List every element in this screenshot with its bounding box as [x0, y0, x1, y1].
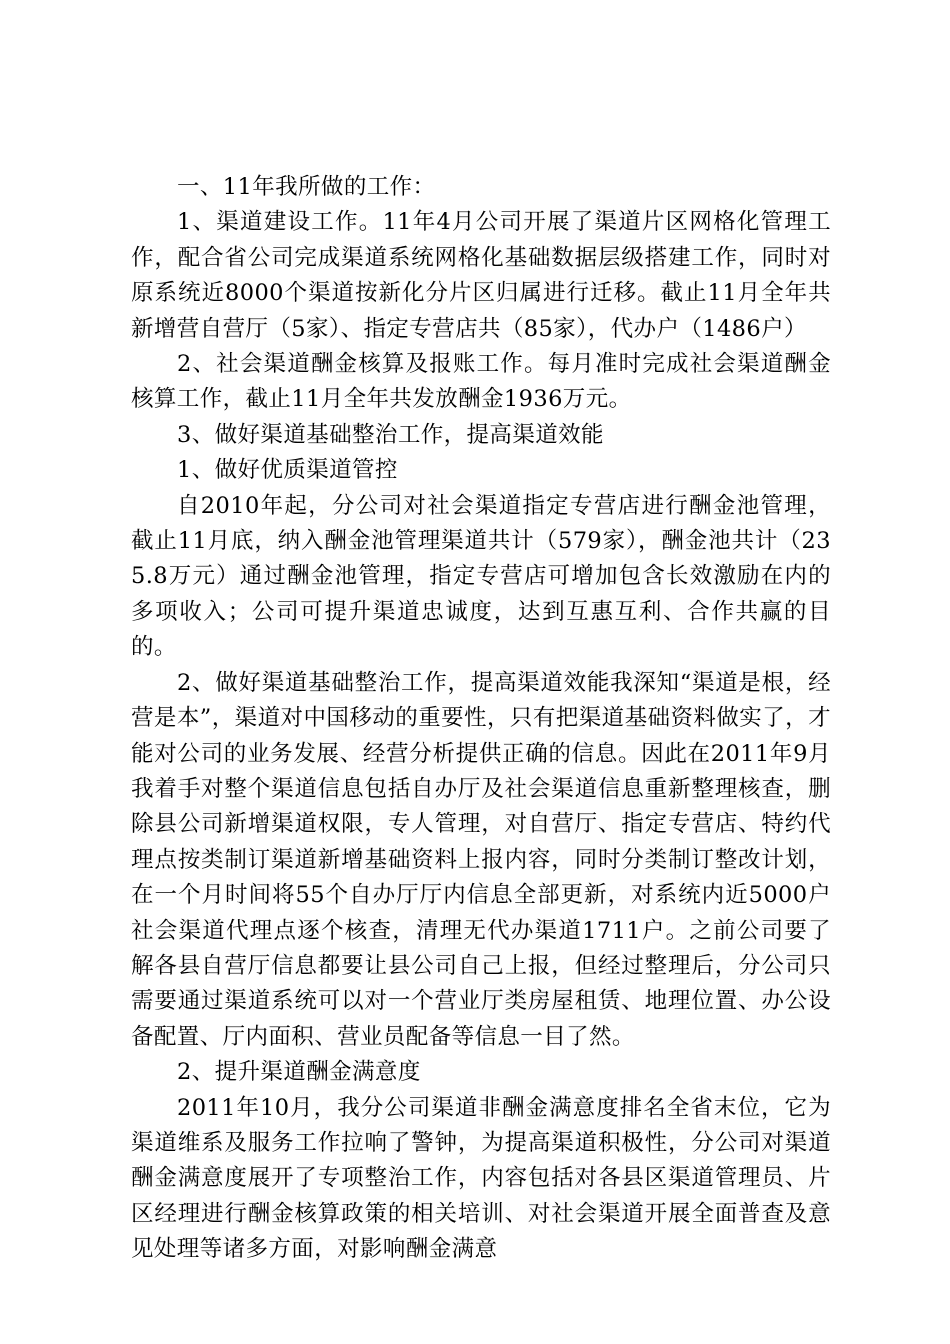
- paragraph-satisfaction-rectification: 2011年10月，我分公司渠道非酬金满意度排名全省末位，它为渠道维系及服务工作拉响了警钟，为提高渠道积极性，分公司对渠道酬金满意度展开了专项整治工作，内容包括对各县区渠道管理员、片区经理进行酬金核算政策的相关培训、对社会渠道开展全面普查及意见处理等诸多方面，对影响酬金满意: [131, 1094, 831, 1263]
- subheading-commission-satisfaction: 2、提升渠道酬金满意度: [177, 1059, 421, 1086]
- paragraph-channel-construction: 1、渠道建设工作。11年4月公司开展了渠道片区网格化管理工作，配合省公司完成渠道系统网格化基础数据层级搭建工作，同时对原系统近8000个渠道按新化分片区归属进行迁移。截止11月全年共新增营自营厅（5家）、指定专营店共（85家），代办户（1486户）: [131, 209, 831, 342]
- paragraph-channel-data-cleanup: 2、做好渠道基础整治工作，提高渠道效能我深知“渠道是根，经营是本”，渠道对中国移动的重要性，只有把渠道基础资料做实了，才能对公司的业务发展、经营分析提供正确的信息。因此在2011年9月我着手对整个渠道信息包括自办厅及社会渠道信息重新整理核查，删除县公司新增渠道权限，专人管理，对自营厅、指定专营店、特约代理点按类制订渠道新增基础资料上报内容，同时分类制订整改计划，在一个月时间将55个自办厅厅内信息全部更新，对系统内近5000户社会渠道代理点逐个核查，清理无代办渠道1711户。之前公司要了解各县自营厅信息都要让县公司自己上报，但经过整理后，分公司只需要通过渠道系统可以对一个营业厅类房屋租赁、地理位置、办公设备配置、厅内面积、营业员配备等信息一目了然。: [131, 669, 831, 1050]
- paragraph-commission-pool: 自2010年起，分公司对社会渠道指定专营店进行酬金池管理，截止11月底，纳入酬金池管理渠道共计（579家），酬金池共计（235.8万元）通过酬金池管理，指定专营店可增加包含长效激励在内的多项收入；公司可提升渠道忠诚度，达到互惠互利、合作共赢的目的。: [131, 492, 831, 661]
- document-body: [131, 170, 831, 1268]
- subheading-quality-channel-control: 1、做好优质渠道管控: [177, 457, 398, 484]
- subheading-channel-rectification: 3、做好渠道基础整治工作，提高渠道效能: [177, 421, 604, 448]
- section-heading-work-done: 一、11年我所做的工作：: [177, 174, 436, 200]
- paragraph-commission-accounting: 2、社会渠道酬金核算及报账工作。每月准时完成社会渠道酬金核算工作，截止11月全年共发放酬金1936万元。: [131, 351, 831, 413]
